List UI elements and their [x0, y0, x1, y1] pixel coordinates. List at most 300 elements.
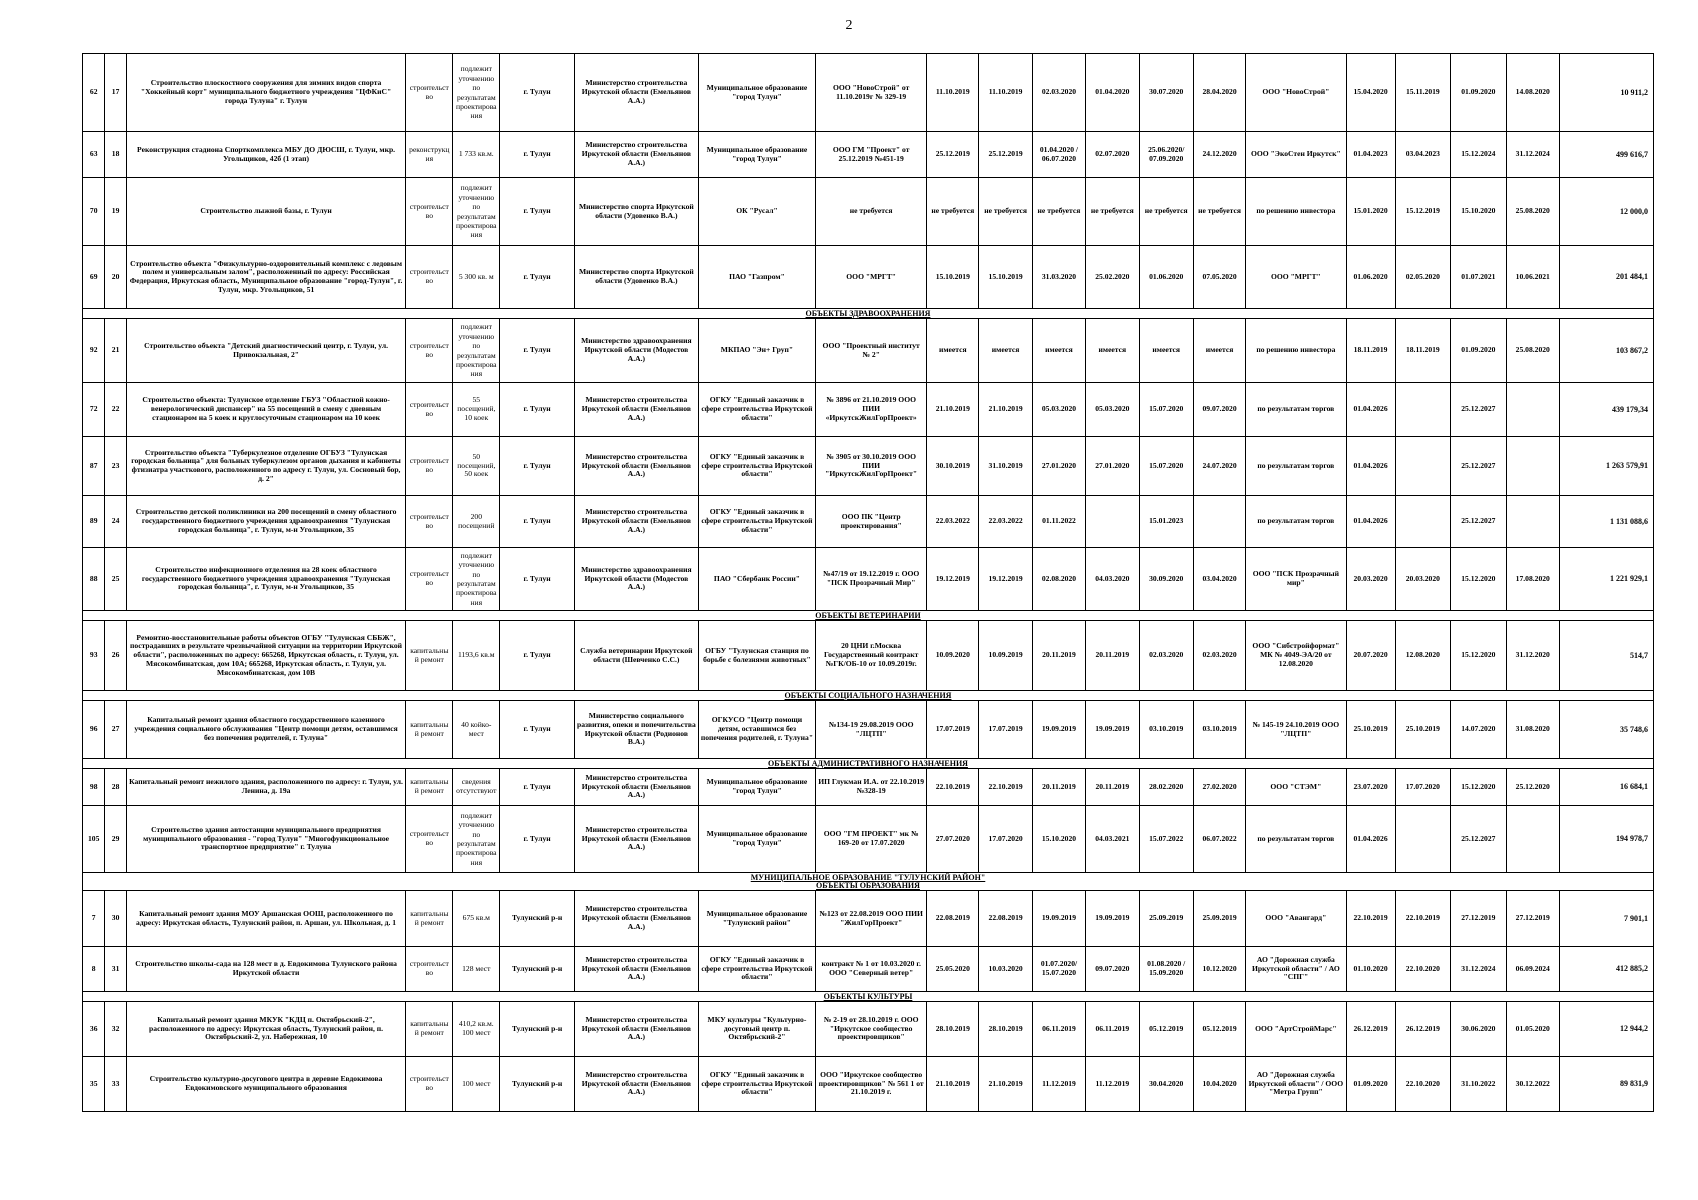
design-contract-cell: № 3896 от 21.10.2019 ООО ПИИ «ИркутскЖилГорПроект»	[816, 383, 927, 437]
cost-cell: 35 748,6	[1559, 701, 1653, 759]
object-name-cell: Строительство школы-сада на 128 мест в д. Евдокимова Тулунского района Иркутской области	[126, 947, 406, 992]
date-6-cell: 06.07.2022	[1193, 806, 1245, 873]
date-9-cell: 15.12.2020	[1451, 621, 1506, 691]
table-row	[83, 806, 1654, 873]
object-name-cell: Строительство объекта "Туберкулезное отделение ОГБУЗ "Тулунская городская больница" для больных туберкулезом органов дыхания и кабинеты фтизиатра участкового, расположенного по адресу г. Тулун, ул. Сосновый бор, д. 2"	[126, 437, 406, 496]
date-8-cell: 22.10.2020	[1395, 1057, 1450, 1112]
work-type-cell: строительство	[406, 383, 453, 437]
cost-cell: 194 978,7	[1559, 806, 1653, 873]
object-name-cell: Капитальный ремонт здания МОУ Аршанская ООШ, расположенного по адресу: Иркутская область, Тулунский район, п. Аршан, ул. Школьная, д. 1	[126, 891, 406, 947]
date-8-cell: 22.10.2020	[1395, 947, 1450, 992]
responsible-ministry-cell: Министерство строительства Иркутской области (Емельянов А.А.)	[574, 132, 698, 178]
municipality-title: МУНИЦИПАЛЬНОЕ ОБРАЗОВАНИЕ "ТУЛУНСКИЙ РАЙОН"	[750, 872, 986, 882]
location-cell: г. Тулун	[500, 548, 575, 611]
date-4-cell: имеется	[1086, 319, 1139, 383]
section-row	[83, 992, 1654, 1002]
page-number: 2	[845, 18, 853, 33]
date-5-cell: 15.01.2023	[1139, 496, 1193, 548]
location-cell: г. Тулун	[500, 701, 575, 759]
date-3-cell: 15.10.2020	[1032, 806, 1085, 873]
date-2-cell: 15.10.2019	[979, 246, 1032, 309]
responsible-ministry-cell: Министерство строительства Иркутской области (Емельянов А.А.)	[574, 437, 698, 496]
design-contract-cell: №47/19 от 19.12.2019 г. ООО "ПСК Прозрачный Мир"	[816, 548, 927, 611]
date-3-cell: не требуется	[1032, 178, 1085, 246]
design-contract-cell: ООО "НовоСтрой" от 11.10.2019г № 329-19	[816, 54, 927, 132]
date-4-cell: 11.12.2019	[1086, 1057, 1139, 1112]
responsible-ministry-cell: Министерство строительства Иркутской области (Емельянов А.А.)	[574, 769, 698, 806]
table-row	[83, 701, 1654, 759]
customer-cell: ОГКУ "Единый заказчик в сфере строительства Иркутской области"	[698, 947, 815, 992]
date-3-cell: 19.09.2019	[1032, 701, 1085, 759]
design-contract-cell: 20 ЦНИ г.Москва Государственный контракт №ГК/ОБ-10 от 10.09.2019г.	[816, 621, 927, 691]
section-row	[83, 759, 1654, 769]
location-cell: Тулунский р-н	[500, 1057, 575, 1112]
capacity-cell: подлежит уточнению по результатам проектирования	[453, 806, 500, 873]
date-1-cell: имеется	[927, 319, 979, 383]
date-4-cell: 04.03.2021	[1086, 806, 1139, 873]
row-no-cell: 19	[105, 178, 126, 246]
row-no-cell: 23	[105, 437, 126, 496]
responsible-ministry-cell: Министерство строительства Иркутской области (Емельянов А.А.)	[574, 1057, 698, 1112]
date-1-cell: не требуется	[927, 178, 979, 246]
date-2-cell: 22.03.2022	[979, 496, 1032, 548]
contractor-cell: по результатам торгов	[1246, 383, 1346, 437]
date-3-cell: 19.09.2019	[1032, 891, 1085, 947]
contractor-cell: ООО "МРГТ"	[1246, 246, 1346, 309]
work-type-cell: строительство	[406, 806, 453, 873]
object-name-cell: Капитальный ремонт здания МКУК "КДЦ п. Октябрьский-2", расположенного по адресу: Иркутская область, Тулунский район, п. Октябрьский-2, ул. Набережная, 10	[126, 1002, 406, 1057]
contractor-cell: по результатам торгов	[1246, 437, 1346, 496]
date-9-cell: 01.07.2021	[1451, 246, 1506, 309]
table-row	[83, 178, 1654, 246]
date-7-cell: 01.04.2026	[1346, 806, 1395, 873]
capacity-cell: 5 300 кв. м	[453, 246, 500, 309]
cost-cell: 16 684,1	[1559, 769, 1653, 806]
capacity-cell: 1193,6 кв.м	[453, 621, 500, 691]
object-name-cell: Реконструкция стадиона Спорткомплекса МБУ ДО ДЮСШ, г. Тулун, мкр. Угольщиков, 42б (1 этап)	[126, 132, 406, 178]
row-n-cell: 7	[83, 891, 105, 947]
date-5-cell: 02.03.2020	[1139, 621, 1193, 691]
date-2-cell: 21.10.2019	[979, 383, 1032, 437]
date-8-cell	[1395, 496, 1450, 548]
cost-cell: 1 131 088,6	[1559, 496, 1653, 548]
date-2-cell: 10.03.2020	[979, 947, 1032, 992]
date-4-cell: 19.09.2019	[1086, 891, 1139, 947]
work-type-cell: реконструкция	[406, 132, 453, 178]
section-row	[83, 691, 1654, 701]
date-1-cell: 15.10.2019	[927, 246, 979, 309]
date-6-cell: 10.12.2020	[1193, 947, 1245, 992]
date-4-cell: 06.11.2019	[1086, 1002, 1139, 1057]
row-no-cell: 29	[105, 806, 126, 873]
capacity-cell: 1 733 кв.м.	[453, 132, 500, 178]
work-type-cell: капитальный ремонт	[406, 769, 453, 806]
capacity-cell: сведения отсутствуют	[453, 769, 500, 806]
contractor-cell: ООО "ПСК Прозрачный мир"	[1246, 548, 1346, 611]
date-6-cell: 05.12.2019	[1193, 1002, 1245, 1057]
customer-cell: ОГБУ "Тулунская станция по борьбе с болезнями животных"	[698, 621, 815, 691]
cost-cell: 12 944,2	[1559, 1002, 1653, 1057]
capacity-cell: подлежит уточнению по результатам проектирования	[453, 548, 500, 611]
date-5-cell: 28.02.2020	[1139, 769, 1193, 806]
row-no-cell: 22	[105, 383, 126, 437]
section-row	[83, 309, 1654, 319]
date-5-cell: 25.06.2020/ 07.09.2020	[1139, 132, 1193, 178]
work-type-cell: строительство	[406, 548, 453, 611]
date-6-cell: 09.07.2020	[1193, 383, 1245, 437]
date-6-cell	[1193, 496, 1245, 548]
contractor-cell: по результатам торгов	[1246, 496, 1346, 548]
location-cell: г. Тулун	[500, 132, 575, 178]
row-n-cell: 8	[83, 947, 105, 992]
cost-cell: 103 867,2	[1559, 319, 1653, 383]
date-5-cell: 03.10.2019	[1139, 701, 1193, 759]
date-3-cell: 11.12.2019	[1032, 1057, 1085, 1112]
date-2-cell: 19.12.2019	[979, 548, 1032, 611]
work-type-cell: строительство	[406, 437, 453, 496]
work-type-cell: капитальный ремонт	[406, 621, 453, 691]
contractor-cell: ООО "Сибстройформат" МК № 4049-ЭА/20 от 12.08.2020	[1246, 621, 1346, 691]
row-no-cell: 24	[105, 496, 126, 548]
cost-cell: 1 263 579,91	[1559, 437, 1653, 496]
date-9-cell: 01.09.2020	[1451, 319, 1506, 383]
date-6-cell: 03.04.2020	[1193, 548, 1245, 611]
table-row	[83, 54, 1654, 132]
design-contract-cell: ООО "МРГТ"	[816, 246, 927, 309]
date-6-cell: 24.12.2020	[1193, 132, 1245, 178]
responsible-ministry-cell: Министерство здравоохранения Иркутской области (Модестов А.А.)	[574, 548, 698, 611]
object-name-cell: Строительство лыжной базы, г. Тулун	[126, 178, 406, 246]
date-8-cell: 26.12.2019	[1395, 1002, 1450, 1057]
date-6-cell: 25.09.2019	[1193, 891, 1245, 947]
row-n-cell: 88	[83, 548, 105, 611]
cost-cell: 89 831,9	[1559, 1057, 1653, 1112]
date-1-cell: 19.12.2019	[927, 548, 979, 611]
responsible-ministry-cell: Министерство спорта Иркутской области (Удовенко В.А.)	[574, 246, 698, 309]
responsible-ministry-cell: Министерство здравоохранения Иркутской области (Модестов А.А.)	[574, 319, 698, 383]
date-1-cell: 17.07.2019	[927, 701, 979, 759]
date-2-cell: 28.10.2019	[979, 1002, 1032, 1057]
responsible-ministry-cell: Министерство строительства Иркутской области (Емельянов А.А.)	[574, 947, 698, 992]
date-9-cell: 27.12.2019	[1451, 891, 1506, 947]
date-6-cell: 10.04.2020	[1193, 1057, 1245, 1112]
date-6-cell: 07.05.2020	[1193, 246, 1245, 309]
row-no-cell: 28	[105, 769, 126, 806]
cost-cell: 439 179,34	[1559, 383, 1653, 437]
customer-cell: ОГКУ "Единый заказчик в сфере строительства Иркутской области"	[698, 496, 815, 548]
work-type-cell: строительство	[406, 1057, 453, 1112]
responsible-ministry-cell: Министерство социального развития, опеки и попечительства Иркутской области (Родионов В.А.)	[574, 701, 698, 759]
object-name-cell: Капитальный ремонт нежилого здания, расположенного по адресу: г. Тулун, ул. Ленина, д. 19а	[126, 769, 406, 806]
date-9-cell: 15.10.2020	[1451, 178, 1506, 246]
date-4-cell: 19.09.2019	[1086, 701, 1139, 759]
date-9-cell: 31.12.2024	[1451, 947, 1506, 992]
date-9-cell: 01.09.2020	[1451, 54, 1506, 132]
customer-cell: МКУ культуры "Культурно-досуговый центр п. Октябрьский-2"	[698, 1002, 815, 1057]
contractor-cell: по решению инвестора	[1246, 178, 1346, 246]
date-7-cell: 01.04.2026	[1346, 496, 1395, 548]
date-2-cell: имеется	[979, 319, 1032, 383]
location-cell: г. Тулун	[500, 496, 575, 548]
capacity-cell: подлежит уточнению по результатам проектирования	[453, 319, 500, 383]
row-no-cell: 18	[105, 132, 126, 178]
date-1-cell: 25.05.2020	[927, 947, 979, 992]
date-9-cell: 15.12.2020	[1451, 548, 1506, 611]
row-n-cell: 98	[83, 769, 105, 806]
section-title: ОБЪЕКТЫ СОЦИАЛЬНОГО НАЗНАЧЕНИЯ	[83, 691, 1654, 701]
row-n-cell: 105	[83, 806, 105, 873]
date-10-cell	[1506, 806, 1559, 873]
row-n-cell: 63	[83, 132, 105, 178]
date-2-cell: 17.07.2020	[979, 806, 1032, 873]
date-9-cell: 30.06.2020	[1451, 1002, 1506, 1057]
design-contract-cell: №134-19 29.08.2019 ООО "ЛЦТП"	[816, 701, 927, 759]
date-2-cell: 25.12.2019	[979, 132, 1032, 178]
section-row	[83, 873, 1654, 891]
date-7-cell: 25.10.2019	[1346, 701, 1395, 759]
row-n-cell: 93	[83, 621, 105, 691]
customer-cell: Муниципальное образование "Тулунский район"	[698, 891, 815, 947]
cost-cell: 201 484,1	[1559, 246, 1653, 309]
date-2-cell: 22.10.2019	[979, 769, 1032, 806]
responsible-ministry-cell: Министерство строительства Иркутской области (Емельянов А.А.)	[574, 1002, 698, 1057]
date-7-cell: 20.03.2020	[1346, 548, 1395, 611]
row-no-cell: 26	[105, 621, 126, 691]
work-type-cell: капитальный ремонт	[406, 701, 453, 759]
table-row	[83, 383, 1654, 437]
cost-cell: 412 885,2	[1559, 947, 1653, 992]
object-name-cell: Строительство культурно-досугового центра в деревне Евдокимова Евдокимовского муниципального образования	[126, 1057, 406, 1112]
location-cell: г. Тулун	[500, 806, 575, 873]
contractor-cell: по решению инвестора	[1246, 319, 1346, 383]
table-row	[83, 246, 1654, 309]
date-2-cell: не требуется	[979, 178, 1032, 246]
capacity-cell: 100 мест	[453, 1057, 500, 1112]
row-n-cell: 69	[83, 246, 105, 309]
date-10-cell: 17.08.2020	[1506, 548, 1559, 611]
design-contract-cell: ООО ПК "Центр проектирования"	[816, 496, 927, 548]
contractor-cell: ООО "Авангард"	[1246, 891, 1346, 947]
table-row	[83, 1002, 1654, 1057]
design-contract-cell: ООО "ГМ ПРОЕКТ" мк № 169-20 от 17.07.2020	[816, 806, 927, 873]
object-name-cell: Строительство объекта "Детский диагностический центр, г. Тулун, ул. Привокзальная, 2"	[126, 319, 406, 383]
date-8-cell: 02.05.2020	[1395, 246, 1450, 309]
date-5-cell: имеется	[1139, 319, 1193, 383]
location-cell: Тулунский р-н	[500, 1002, 575, 1057]
date-6-cell: 27.02.2020	[1193, 769, 1245, 806]
section-subtitle: ОБЪЕКТЫ ОБРАЗОВАНИЯ	[816, 880, 920, 890]
date-5-cell: 01.06.2020	[1139, 246, 1193, 309]
work-type-cell: строительство	[406, 319, 453, 383]
date-4-cell: 20.11.2019	[1086, 769, 1139, 806]
capacity-cell: подлежит уточнению по результатам проектирования	[453, 54, 500, 132]
row-n-cell: 87	[83, 437, 105, 496]
date-1-cell: 11.10.2019	[927, 54, 979, 132]
date-3-cell: имеется	[1032, 319, 1085, 383]
table-row	[83, 1057, 1654, 1112]
date-4-cell: 01.04.2020	[1086, 54, 1139, 132]
row-n-cell: 70	[83, 178, 105, 246]
row-no-cell: 21	[105, 319, 126, 383]
date-2-cell: 22.08.2019	[979, 891, 1032, 947]
date-3-cell: 02.03.2020	[1032, 54, 1085, 132]
date-7-cell: 15.04.2020	[1346, 54, 1395, 132]
contractor-cell: ООО "НовоСтрой"	[1246, 54, 1346, 132]
location-cell: г. Тулун	[500, 437, 575, 496]
date-5-cell: 25.09.2019	[1139, 891, 1193, 947]
row-no-cell: 30	[105, 891, 126, 947]
table-row	[83, 437, 1654, 496]
location-cell: г. Тулун	[500, 178, 575, 246]
table-row	[83, 947, 1654, 992]
date-8-cell: 12.08.2020	[1395, 621, 1450, 691]
date-5-cell: 15.07.2020	[1139, 383, 1193, 437]
date-6-cell: имеется	[1193, 319, 1245, 383]
date-4-cell: 02.07.2020	[1086, 132, 1139, 178]
design-contract-cell: ООО ГМ "Проект" от 25.12.2019 №451-19	[816, 132, 927, 178]
row-no-cell: 33	[105, 1057, 126, 1112]
objects-table	[82, 53, 1654, 1112]
responsible-ministry-cell: Министерство строительства Иркутской области (Емельянов А.А.)	[574, 806, 698, 873]
row-n-cell: 35	[83, 1057, 105, 1112]
date-7-cell: 01.10.2020	[1346, 947, 1395, 992]
date-7-cell: 01.06.2020	[1346, 246, 1395, 309]
table-row	[83, 621, 1654, 691]
date-4-cell: 25.02.2020	[1086, 246, 1139, 309]
row-no-cell: 25	[105, 548, 126, 611]
date-10-cell: 25.08.2020	[1506, 319, 1559, 383]
date-10-cell: 01.05.2020	[1506, 1002, 1559, 1057]
object-name-cell: Строительство объекта "Физкультурно-оздоровительный комплекс с ледовым полем и универсальным залом", расположенный по адресу: Российская Федерация, Иркутская область, Муниципальное образование "город-Тулун", г. Тулун, мкр. Угольщиков, 51	[126, 246, 406, 309]
date-1-cell: 28.10.2019	[927, 1002, 979, 1057]
date-3-cell: 20.11.2019	[1032, 621, 1085, 691]
date-7-cell: 01.04.2023	[1346, 132, 1395, 178]
date-7-cell: 01.04.2026	[1346, 383, 1395, 437]
date-1-cell: 27.07.2020	[927, 806, 979, 873]
row-n-cell: 72	[83, 383, 105, 437]
date-3-cell: 06.11.2019	[1032, 1002, 1085, 1057]
date-9-cell: 25.12.2027	[1451, 496, 1506, 548]
row-no-cell: 17	[105, 54, 126, 132]
date-1-cell: 21.10.2019	[927, 1057, 979, 1112]
date-3-cell: 02.08.2020	[1032, 548, 1085, 611]
customer-cell: ОГКУСО "Центр помощи детям, оставшимся без попечения родителей, г. Тулуна"	[698, 701, 815, 759]
location-cell: Тулунский р-н	[500, 947, 575, 992]
contractor-cell: АО "Дорожная служба Иркутской области" / ООО "Метра Групп"	[1246, 1057, 1346, 1112]
section-title: ОБЪЕКТЫ КУЛЬТУРЫ	[83, 992, 1654, 1002]
date-9-cell: 25.12.2027	[1451, 437, 1506, 496]
customer-cell: ОГКУ "Единый заказчик в сфере строительства Иркутской области"	[698, 383, 815, 437]
date-9-cell: 14.07.2020	[1451, 701, 1506, 759]
date-7-cell: 20.07.2020	[1346, 621, 1395, 691]
capacity-cell: 55 посещений, 10 коек	[453, 383, 500, 437]
date-1-cell: 22.10.2019	[927, 769, 979, 806]
object-name-cell: Капитальный ремонт здания областного государственного казенного учреждения социального обслуживания "Центр помощи детям, оставшимся без попечения родителей, г. Тулуна"	[126, 701, 406, 759]
location-cell: г. Тулун	[500, 621, 575, 691]
customer-cell: ОГКУ "Единый заказчик в сфере строительства Иркутской области"	[698, 1057, 815, 1112]
object-name-cell: Строительство плоскостного сооружения для зимних видов спорта "Хоккейный корт" муниципального бюджетного учреждения "ЦФКиС" города Тулуна" г. Тулун	[126, 54, 406, 132]
table-row	[83, 548, 1654, 611]
date-7-cell: 23.07.2020	[1346, 769, 1395, 806]
capacity-cell: 200 посещений	[453, 496, 500, 548]
date-6-cell: 03.10.2019	[1193, 701, 1245, 759]
date-4-cell: 27.01.2020	[1086, 437, 1139, 496]
date-9-cell: 25.12.2027	[1451, 383, 1506, 437]
date-3-cell: 31.03.2020	[1032, 246, 1085, 309]
cost-cell: 499 616,7	[1559, 132, 1653, 178]
contractor-cell: ООО "СТЭМ"	[1246, 769, 1346, 806]
date-4-cell: не требуется	[1086, 178, 1139, 246]
contractor-cell: по результатам торгов	[1246, 806, 1346, 873]
date-10-cell: 25.08.2020	[1506, 178, 1559, 246]
date-4-cell	[1086, 496, 1139, 548]
date-5-cell: 30.09.2020	[1139, 548, 1193, 611]
date-4-cell: 05.03.2020	[1086, 383, 1139, 437]
work-type-cell: капитальный ремонт	[406, 1002, 453, 1057]
date-4-cell: 09.07.2020	[1086, 947, 1139, 992]
design-contract-cell: контракт № 1 от 10.03.2020 г. ООО "Северный ветер"	[816, 947, 927, 992]
date-8-cell: 22.10.2019	[1395, 891, 1450, 947]
table-row	[83, 891, 1654, 947]
date-8-cell: 15.12.2019	[1395, 178, 1450, 246]
work-type-cell: строительство	[406, 246, 453, 309]
date-5-cell: 01.08.2020 / 15.09.2020	[1139, 947, 1193, 992]
cost-cell: 10 911,2	[1559, 54, 1653, 132]
row-n-cell: 62	[83, 54, 105, 132]
customer-cell: Муниципальное образование "город Тулун"	[698, 769, 815, 806]
date-7-cell: 01.09.2020	[1346, 1057, 1395, 1112]
date-5-cell: 30.07.2020	[1139, 54, 1193, 132]
date-4-cell: 20.11.2019	[1086, 621, 1139, 691]
date-8-cell	[1395, 437, 1450, 496]
date-6-cell: не требуется	[1193, 178, 1245, 246]
contractor-cell: ООО "АртСтройМарс"	[1246, 1002, 1346, 1057]
date-10-cell	[1506, 496, 1559, 548]
date-10-cell: 10.06.2021	[1506, 246, 1559, 309]
row-no-cell: 32	[105, 1002, 126, 1057]
customer-cell: ПАО "Газпром"	[698, 246, 815, 309]
date-8-cell: 25.10.2019	[1395, 701, 1450, 759]
date-1-cell: 22.03.2022	[927, 496, 979, 548]
location-cell: г. Тулун	[500, 319, 575, 383]
customer-cell: ОГКУ "Единый заказчик в сфере строительства Иркутской области"	[698, 437, 815, 496]
date-5-cell: не требуется	[1139, 178, 1193, 246]
date-10-cell: 31.08.2020	[1506, 701, 1559, 759]
section-row	[83, 611, 1654, 621]
work-type-cell: строительство	[406, 947, 453, 992]
date-6-cell: 24.07.2020	[1193, 437, 1245, 496]
object-name-cell: Строительство здания автостанции муниципального предприятия муниципального образования - "город Тулун" "Многофункциональное транспортное предприятие" г. Тулуна	[126, 806, 406, 873]
date-5-cell: 15.07.2020	[1139, 437, 1193, 496]
cost-cell: 12 000,0	[1559, 178, 1653, 246]
date-10-cell	[1506, 383, 1559, 437]
object-name-cell: Строительство детской поликлиники на 200 посещений в смену областного государственного бюджетного учреждения здравоохранения "Тулунская городская больница", г. Тулун, м-н Угольщиков, 35	[126, 496, 406, 548]
date-7-cell: 15.01.2020	[1346, 178, 1395, 246]
date-6-cell: 02.03.2020	[1193, 621, 1245, 691]
date-8-cell: 03.04.2023	[1395, 132, 1450, 178]
date-9-cell: 15.12.2020	[1451, 769, 1506, 806]
table-row	[83, 496, 1654, 548]
location-cell: г. Тулун	[500, 54, 575, 132]
date-10-cell	[1506, 437, 1559, 496]
date-5-cell: 15.07.2022	[1139, 806, 1193, 873]
design-contract-cell: № 3905 от 30.10.2019 ООО ПИИ "ИркутскЖилГорПроект"	[816, 437, 927, 496]
date-10-cell: 31.12.2020	[1506, 621, 1559, 691]
responsible-ministry-cell: Министерство строительства Иркутской области (Емельянов А.А.)	[574, 496, 698, 548]
responsible-ministry-cell: Министерство строительства Иркутской области (Емельянов А.А.)	[574, 383, 698, 437]
section-title: ОБЪЕКТЫ ВЕТЕРИНАРИИ	[83, 611, 1654, 621]
row-n-cell: 96	[83, 701, 105, 759]
